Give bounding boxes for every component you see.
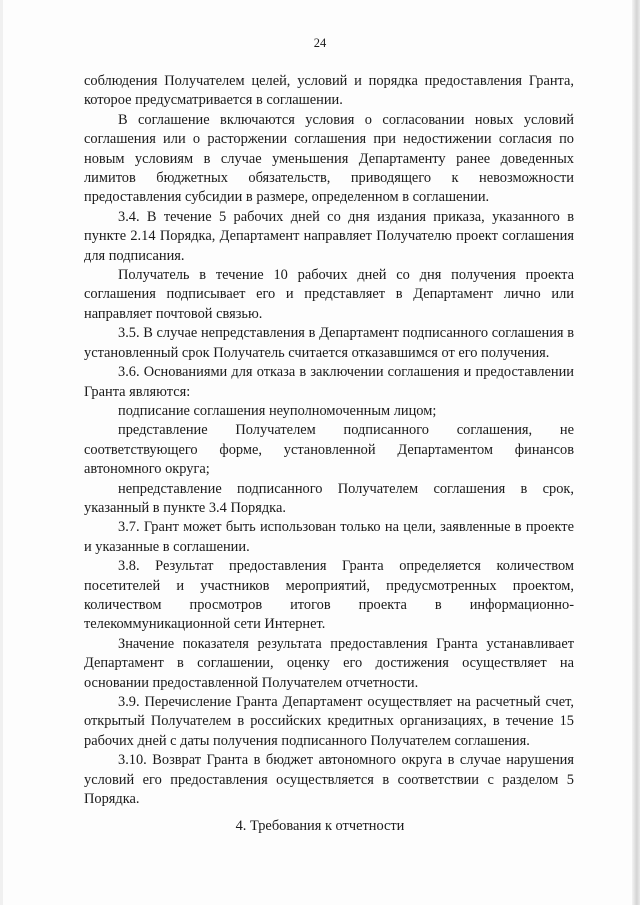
paragraph: 3.5. В случае непредставления в Департамент подписанного соглашения в установленный срок Получатель считается отказавшимся от его получения.: [84, 325, 574, 361]
paragraph: 3.6. Основаниями для отказа в заключении соглашения и предоставлении Гранта являются:: [84, 364, 574, 400]
paragraph: подписание соглашения неуполномоченным лицом;: [118, 402, 437, 419]
paragraph: 3.7. Грант может быть использован только на цели, заявленные в проекте и указанные в соглашении.: [84, 519, 574, 555]
paragraph: непредставление подписанного Получателем соглашения в срок, указанный в пункте 3.4 Порядка.: [84, 480, 574, 516]
paragraph: 3.8. Результат предоставления Гранта определяется количеством посетителей и участников мероприятий, предусмотренных проектом, количеством просмотров итогов проекта в информационно-телекоммуникационной сети Интернет.: [84, 558, 574, 633]
paragraph: 3.10. Возврат Гранта в бюджет автономного округа в случае нарушения условий его предоставления осуществляется в соответствии с разделом 5 Порядка.: [84, 752, 574, 808]
page-number: 24: [313, 36, 327, 50]
paragraph: Значение показателя результата предоставления Гранта устанавливает Департамент в соглашении, оценку его достижения осуществляет на основании предоставленной Получателем отчетности.: [84, 635, 574, 691]
scan-edge-right: [632, 0, 640, 905]
section-heading: 4. Требования к отчетности: [235, 818, 405, 834]
paragraph: соблюдения Получателем целей, условий и порядка предоставления Гранта, которое предусматривается в соглашении.: [84, 73, 574, 109]
paragraph: представление Получателем подписанного соглашения, не соответствующего форме, установленной Департаментом финансов автономного округа;: [84, 422, 574, 478]
paragraph: 3.4. В течение 5 рабочих дней со дня издания приказа, указанного в пункте 2.14 Порядка, Департамент направляет Получателю проект соглашения для подписания.: [84, 208, 574, 264]
scan-edge-left: [0, 0, 3, 905]
paragraph: 3.9. Перечисление Гранта Департамент осуществляет на расчетный счет, открытый Получателем в российских кредитных организациях, в течение 15 рабочих дней с даты получения подписанного Получателем соглашения.: [84, 694, 574, 749]
paragraph: Получатель в течение 10 рабочих дней со дня получения проекта соглашения подписывает его и представляет в Департамент лично или направляет почтовой связью.: [84, 267, 574, 322]
paragraph: В соглашение включаются условия о согласовании новых условий соглашения или о расторжении соглашения при недостижении согласия по новым условиям в случае уменьшения Департаменту ранее доведенных лимитов бюджетных обязательств, приводящего к невозможности предоставления субсидии в размере, определенном в соглашении.: [84, 111, 574, 206]
document-body: [84, 72, 574, 809]
